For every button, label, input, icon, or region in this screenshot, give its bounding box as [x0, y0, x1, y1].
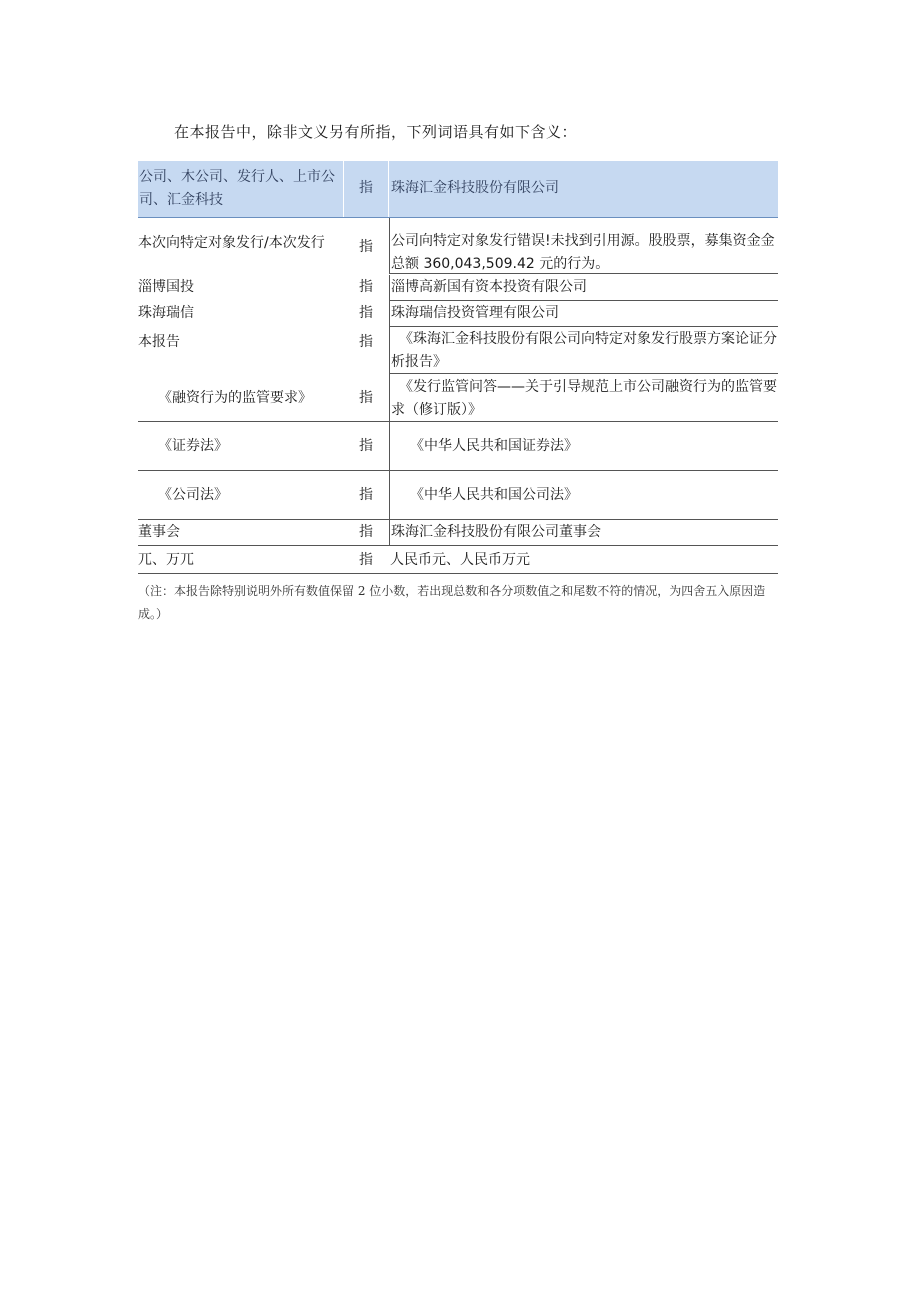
- footnote: （注：本报告除特别说明外所有数值保留 2 位小数，若出现总数和各分项数值之和尾数不符的情况，为四舍五入原因造成。）: [138, 584, 766, 621]
- meaning-cell: 珠海汇金科技股份有限公司: [391, 180, 559, 196]
- table-header-row: [138, 161, 778, 218]
- meaning-cell: 珠海瑞信投资管理有限公司: [389, 301, 778, 327]
- term-cell: 公司、木公司、发行人、上市公司、汇金科技: [139, 169, 335, 208]
- zhi-cell: 指: [343, 471, 389, 520]
- table-row: [138, 471, 778, 520]
- table-row: [138, 218, 778, 274]
- zhi-cell: 指: [359, 334, 373, 350]
- meaning-cell: 《珠海汇金科技股份有限公司向特定对象发行股票方案论证分析报告》: [389, 327, 778, 374]
- term-cell: 珠海瑞信: [138, 305, 194, 321]
- term-cell: 本报告: [138, 334, 180, 350]
- zhi-cell: 指: [343, 374, 389, 422]
- meaning-cell: 《中华人民共和国公司法》: [389, 471, 778, 520]
- table-row: [138, 301, 778, 327]
- meaning-cell: 《中华人民共和国证券法》: [389, 422, 778, 471]
- table-row: [138, 274, 778, 301]
- term-cell: 《证券法》: [138, 422, 343, 471]
- zhi-cell: 指: [343, 422, 389, 471]
- term-cell: 《融资行为的监管要求》: [138, 374, 343, 422]
- term-cell: 兀、万兀: [138, 546, 343, 574]
- zhi-cell: 指: [343, 520, 389, 546]
- meaning-cell: 公司向特定对象发行错误!未找到引用源。股股票，募集资金金总额 360,043,509.42 元的行为。: [389, 218, 778, 274]
- intro-paragraph: 在本报告中，除非文义另有所指，下列词语具有如下含义：: [174, 123, 578, 141]
- zhi-cell: 指: [343, 161, 389, 217]
- definitions-table: [138, 161, 778, 574]
- term-cell: 董事会: [138, 520, 343, 546]
- meaning-cell: 珠海汇金科技股份有限公司董事会: [389, 520, 778, 546]
- table-row: [138, 422, 778, 471]
- table-row: [138, 327, 778, 374]
- zhi-cell: 指: [359, 305, 373, 321]
- meaning-cell: 淄博高新国有资本投资有限公司: [389, 275, 778, 301]
- meaning-cell: 《发行监管问答——关于引导规范上市公司融资行为的监管要求（修订版）》: [389, 374, 778, 422]
- zhi-cell: 指: [359, 239, 373, 255]
- table-row: [138, 520, 778, 546]
- zhi-cell: 指: [343, 546, 389, 574]
- table-row: [138, 546, 778, 574]
- zhi-cell: 指: [359, 279, 373, 295]
- term-cell: 本次向特定对象发行/本次发行: [138, 235, 325, 251]
- term-cell: 《公司法》: [138, 471, 343, 520]
- meaning-cell: 人民币元、人民币万元: [389, 546, 778, 574]
- table-row: [138, 374, 778, 422]
- term-cell: 淄博国投: [138, 279, 194, 295]
